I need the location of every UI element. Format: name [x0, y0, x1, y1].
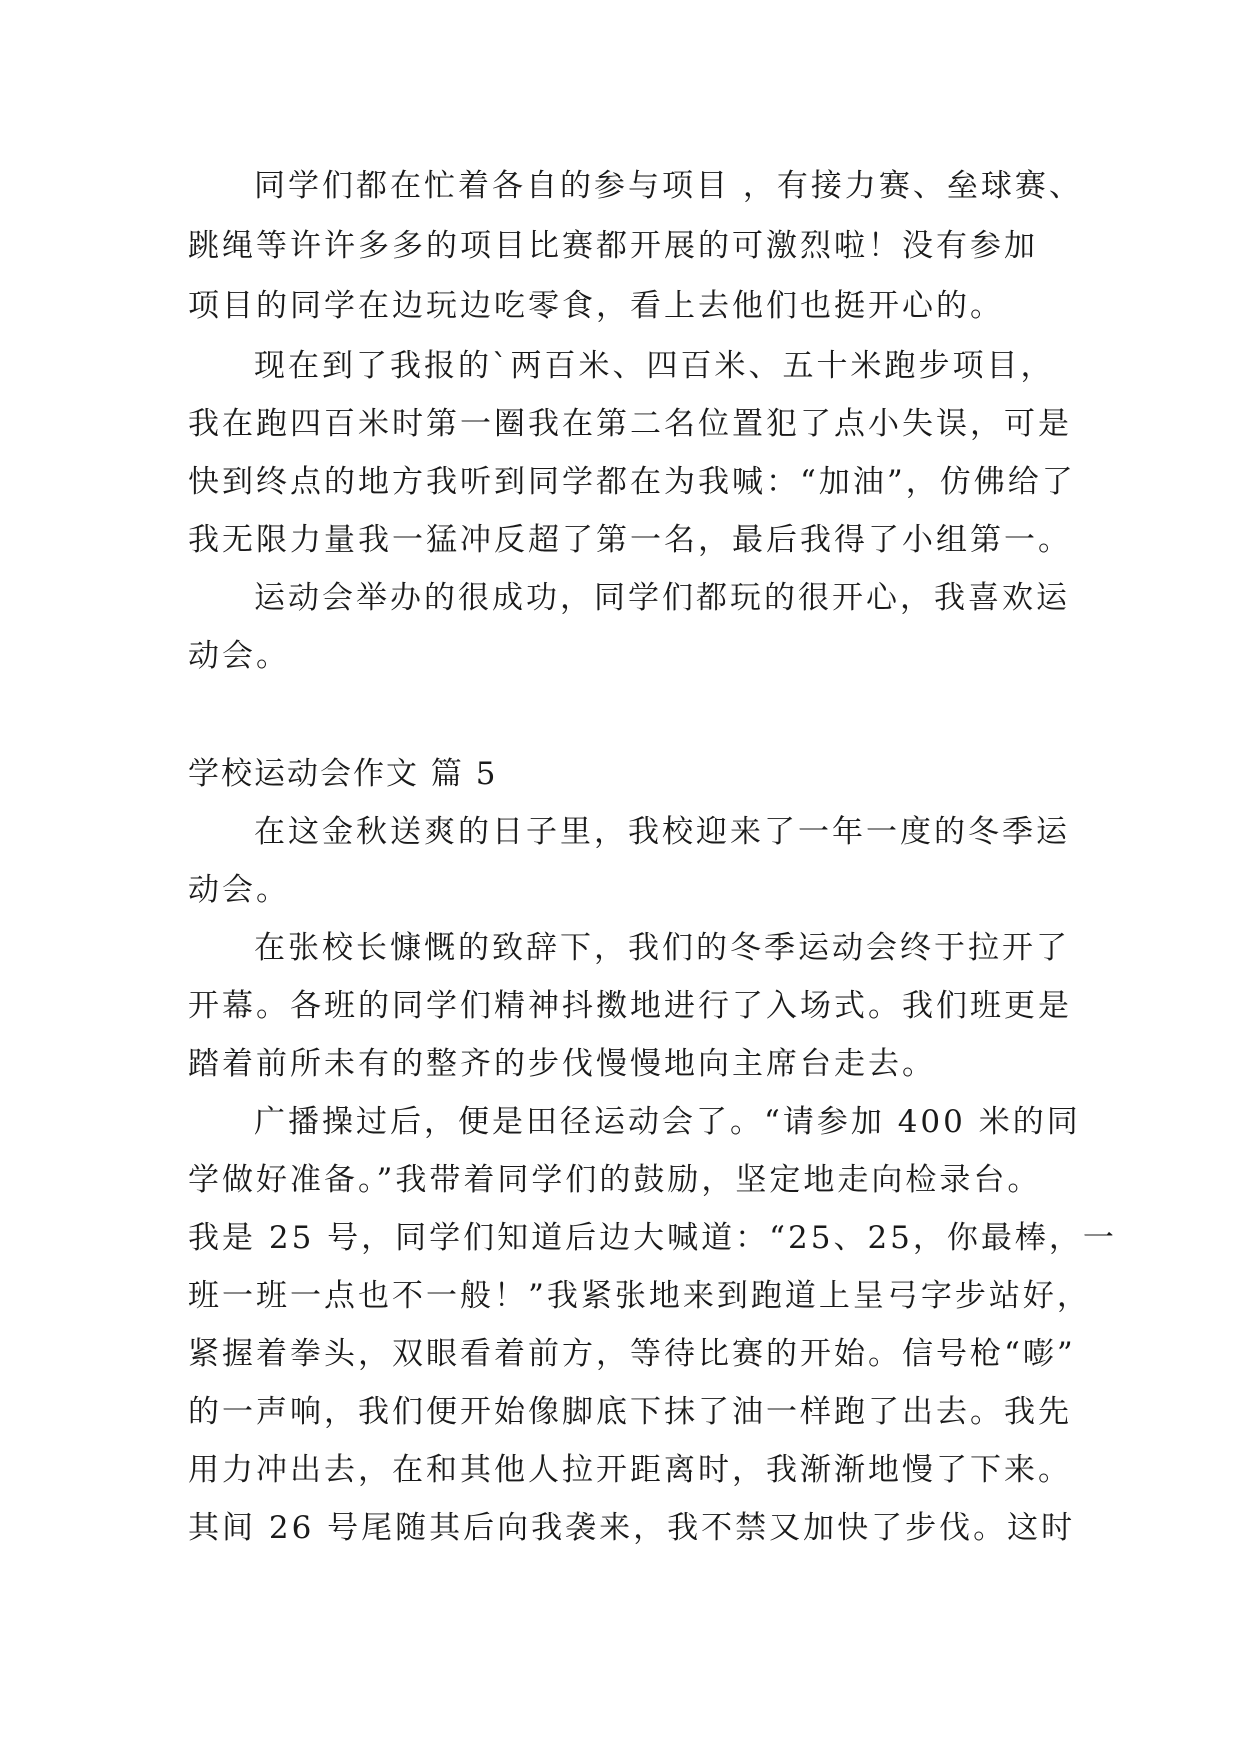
text-line: 项目的同学在边玩边吃零食，看上去他们也挺开心的。 [188, 288, 1004, 324]
text-line: 在张校长慷慨的致辞下，我们的冬季运动会终于拉开了 [254, 930, 1070, 966]
text-line: 运动会举办的很成功，同学们都玩的很开心，我喜欢运 [254, 580, 1070, 616]
text-line: 的一声响，我们便开始像脚底下抹了油一样跑了出去。我先 [188, 1394, 1072, 1430]
text-line: 在这金秋送爽的日子里，我校迎来了一年一度的冬季运 [254, 814, 1070, 850]
text-line: 动会。 [188, 872, 290, 908]
text-line: 广播操过后，便是田径运动会了。“请参加 400 米的同 [254, 1104, 1081, 1140]
text-line: 跳绳等许许多多的项目比赛都开展的可激烈啦！没有参加 [188, 228, 1038, 264]
text-line: 快到终点的地方我听到同学都在为我喊：“加油”，仿佛给了 [188, 464, 1076, 500]
text-line: 我无限力量我一猛冲反超了第一名，最后我得了小组第一。 [188, 522, 1072, 558]
text-line: 踏着前所未有的整齐的步伐慢慢地向主席台走去。 [188, 1046, 936, 1082]
text-line: 我在跑四百米时第一圈我在第二名位置犯了点小失误，可是 [188, 406, 1072, 442]
text-line: 班一班一点也不一般！”我紧张地来到跑道上呈弓字步站好， [188, 1278, 1091, 1314]
text-line: 同学们都在忙着各自的参与项目 ，有接力赛、垒球赛、 [254, 168, 1083, 204]
text-line: 开幕。各班的同学们精神抖擞地进行了入场式。我们班更是 [188, 988, 1072, 1024]
text-line: 我是 25 号，同学们知道后边大喊道：“25、25，你最棒，一 [188, 1220, 1117, 1256]
text-line: 其间 26 号尾随其后向我袭来，我不禁又加快了步伐。这时 [188, 1510, 1076, 1546]
text-line: 学做好准备。”我带着同学们的鼓励，坚定地走向检录台。 [188, 1162, 1042, 1198]
section-heading: 学校运动会作文 篇 5 [188, 756, 498, 792]
text-line: 紧握着拳头，双眼看着前方，等待比赛的开始。信号枪“嘭” [188, 1336, 1076, 1372]
text-line: 现在到了我报的`两百米、四百米、五十米跑步项目， [254, 348, 1055, 384]
text-line: 用力冲出去，在和其他人拉开距离时，我渐渐地慢了下来。 [188, 1452, 1072, 1488]
text-line: 动会。 [188, 638, 290, 674]
